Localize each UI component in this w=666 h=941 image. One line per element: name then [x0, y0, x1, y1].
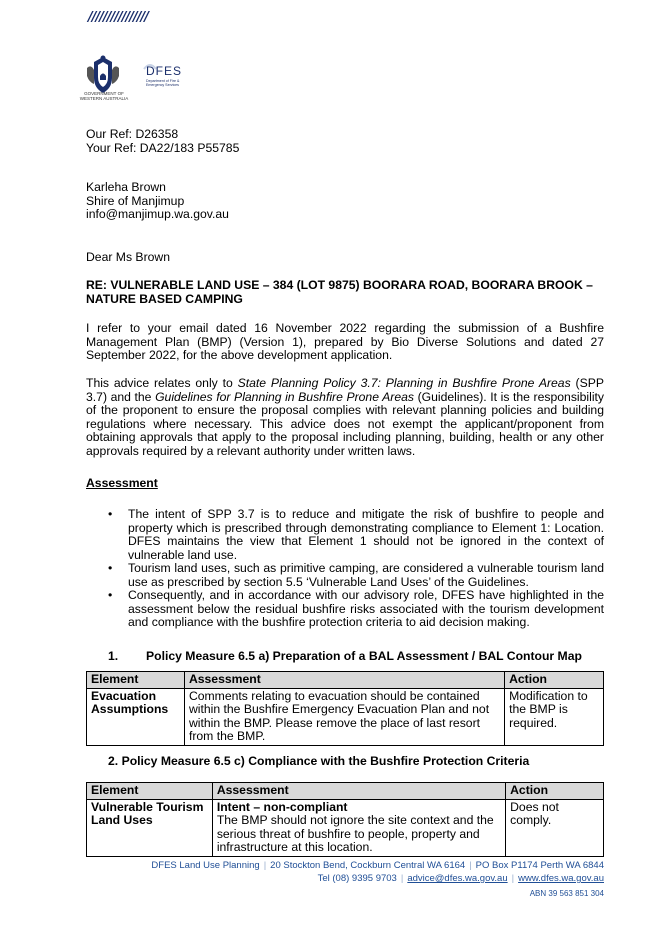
cell-assessment-heading: Intent – non-compliant: [216, 799, 348, 814]
header-action: Action: [506, 783, 604, 800]
assessment-heading: Assessment: [86, 476, 158, 490]
recipient-email: info@manjimup.wa.gov.au: [86, 207, 229, 221]
cell-assessment: Comments relating to evacuation should be contained within the Bushfire Emergency Evacuation Plan and not within the BMP. Please remove the place of last resort from the BMP.: [184, 688, 504, 745]
recipient-name: Karleha Brown: [86, 180, 166, 194]
header-stripes: ////////////////: [88, 10, 148, 25]
svg-text:Department of Fire &: Department of Fire &: [146, 79, 180, 83]
section-2-heading: [108, 755, 529, 769]
scope-text-2: (SPP 3.7) and the: [86, 376, 604, 404]
crest-caption: GOVERNMENT OF WESTERN AUSTRALIA: [79, 91, 129, 101]
bullet-icon: •: [108, 507, 113, 521]
bullet-icon: •: [108, 561, 113, 575]
footer-line-2: Tel (08) 9395 9703 | advice@dfes.wa.gov.au | www.dfes.wa.gov.au: [317, 873, 604, 884]
recipient-org: Shire of Manjimup: [86, 193, 185, 208]
bullet-item: • Tourism land uses, such as primitive camping, are considered a vulnerable tourism land use as prescribed by section 5.5 ‘Vulnerable Land Uses’ of the Guidelines.: [108, 561, 604, 589]
section-1-heading: [108, 649, 582, 664]
scope-paragraph: [86, 377, 604, 458]
footer-email-link[interactable]: advice@dfes.wa.gov.au: [407, 873, 508, 884]
your-ref: Your Ref: DA22/183 P55785: [86, 140, 240, 155]
section-2-table: [86, 782, 604, 857]
salutation: Dear Ms Brown: [86, 250, 170, 264]
footer-abn: ABN 39 563 851 304: [529, 889, 604, 898]
assessment-bullets: [108, 508, 604, 630]
header-action: Action: [505, 672, 604, 689]
footer-tel: Tel (08) 9395 9703: [317, 873, 397, 884]
section-2-title: Policy Measure 6.5 c) Compliance with the Bushfire Protection Criteria: [121, 754, 530, 768]
scope-text-3: (Guidelines). It is the responsibility of the proponent to ensure the proposal complies with relevant planning policies and building regulations where necessary. This advice does not exempt the applicant/proponent from obtaining approvals that apply to the proposal including planning, building, health or any other approvals required by a relevant authority under written laws.: [86, 389, 605, 458]
table-row: [87, 688, 604, 745]
footer-unit: DFES Land Use Planning: [151, 860, 260, 871]
svg-text:DFES: DFES: [146, 64, 183, 78]
scope-text-1: This advice relates only to: [86, 376, 238, 390]
table-header-row: [87, 783, 604, 800]
recipient-block: [86, 181, 229, 222]
cell-element: Vulnerable Tourism Land Uses: [87, 799, 213, 856]
spp-title: State Planning Policy 3.7: Planning in Bushfire Prone Areas: [237, 376, 571, 390]
header-element: Element: [87, 783, 213, 800]
section-1-title: Policy Measure 6.5 a) Preparation of a BAL Assessment / BAL Contour Map: [146, 649, 582, 663]
our-ref: Our Ref: D26358: [86, 127, 179, 141]
cell-action: Does not comply.: [506, 799, 604, 856]
table-header-row: [87, 672, 604, 689]
footer-web-link[interactable]: www.dfes.wa.gov.au: [518, 873, 604, 884]
section-1-number: 1.: [108, 649, 119, 663]
header-assessment: Assessment: [212, 783, 505, 800]
header-assessment: Assessment: [184, 672, 504, 689]
references: [86, 128, 239, 155]
footer-po-box: PO Box P1174 Perth WA 6844: [475, 860, 604, 871]
section-1-table: [86, 671, 604, 746]
bullet-item: • The intent of SPP 3.7 is to reduce and mitigate the risk of bushfire to people and property which is prescribed through demonstrating compliance to Element 1: Location. DFES maintains the view that Element 1 should not be ignored in the context of vulnerable land use.: [108, 507, 604, 562]
svg-text:Emergency Services: Emergency Services: [146, 83, 179, 87]
cell-assessment-text: The BMP should not ignore the site context and the serious threat of bushfire to people, property and infrastructure at this location.: [216, 813, 494, 854]
subject-line: RE: VULNERABLE LAND USE – 384 (LOT 9875) BOORARA ROAD, BOORARA BROOK – NATURE BASED CAMPING: [86, 278, 593, 306]
bullet-item: • Consequently, and in accordance with our advisory role, DFES have highlighted in the assessment below the residual bushfire risks associated with the tourism development and compliance with the bushfire protection criteria to aid decision making.: [108, 588, 604, 629]
dfes-logo-icon: [140, 59, 188, 93]
footer-address: 20 Stockton Bend, Cockburn Central WA 6164: [270, 860, 466, 871]
cell-element: Evacuation Assumptions: [87, 688, 185, 745]
wa-government-crest-icon: [82, 54, 124, 96]
header-element: Element: [87, 672, 185, 689]
bullet-icon: •: [108, 588, 113, 602]
section-2-number: 2.: [108, 754, 119, 768]
footer-line-1: DFES Land Use Planning | 20 Stockton Bend, Cockburn Central WA 6164 | PO Box P1174 Perth WA 6844: [151, 860, 604, 871]
cell-assessment: [212, 799, 505, 856]
table-row: [87, 799, 604, 856]
cell-action: Modification to the BMP is required.: [505, 688, 604, 745]
guidelines-title: Guidelines for Planning in Bushfire Prone Areas: [155, 389, 414, 404]
intro-paragraph: I refer to your email dated 16 November 2022 regarding the submission of a Bushfire Management Plan (BMP) (Version 1), prepared by Bio Diverse Solutions and dated 27 September 2022, for the above development application.: [86, 321, 604, 362]
